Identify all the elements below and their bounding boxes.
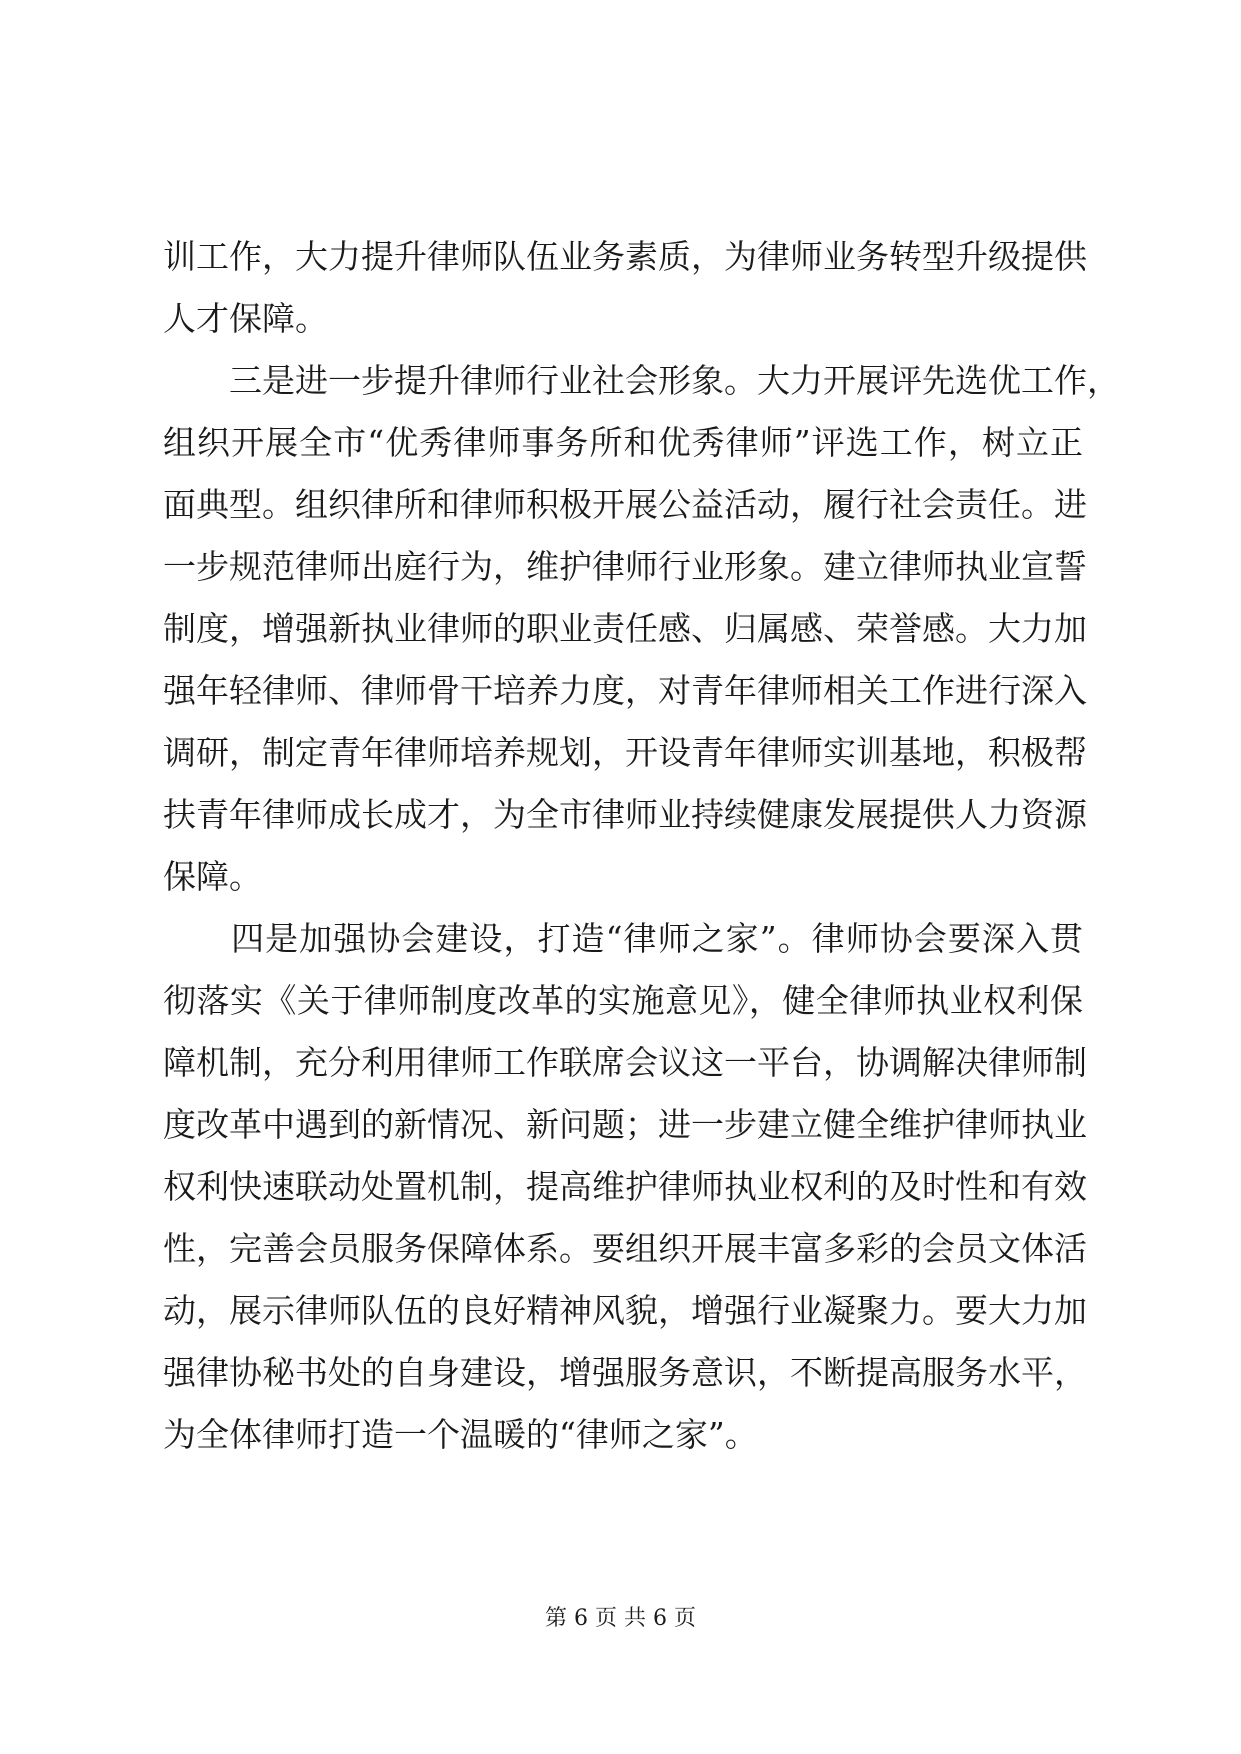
text-line: 动，展示律师队伍的良好精神风貌，增强行业凝聚力。要大力加 (163, 1291, 1087, 1330)
text-line: 性，完善会员服务保障体系。要组织开展丰富多彩的会员文体活 (163, 1229, 1087, 1268)
text-line: 保障。 (163, 857, 262, 896)
text-line: 强年轻律师、律师骨干培养力度，对青年律师相关工作进行深入 (163, 671, 1087, 710)
text-line: 一步规范律师出庭行为，维护律师行业形象。建立律师执业宣誓 (163, 547, 1087, 586)
text-line: 面典型。组织律所和律师积极开展公益活动，履行社会责任。进 (163, 485, 1087, 524)
text-line: 人才保障。 (163, 299, 328, 338)
text-line: 三是进一步提升律师行业社会形象。大力开展评先选优工作， (163, 361, 1120, 400)
text-line: 四是加强协会建设，打造“律师之家”。律师协会要深入贯 (163, 919, 1083, 958)
text-line: 度改革中遇到的新情况、新问题；进一步建立健全维护律师执业 (163, 1105, 1087, 1144)
text-line: 权利快速联动处置机制，提高维护律师执业权利的及时性和有效 (163, 1167, 1087, 1206)
text-line: 为全体律师打造一个温暖的“律师之家”。 (163, 1415, 758, 1454)
text-line: 强律协秘书处的自身建设，增强服务意识，不断提高服务水平， (163, 1353, 1087, 1392)
text-line: 制度，增强新执业律师的职业责任感、归属感、荣誉感。大力加 (163, 609, 1087, 648)
page-number-footer: 第 6 页 共 6 页 (545, 1606, 696, 1631)
text-line: 组织开展全市“优秀律师事务所和优秀律师”评选工作，树立正 (163, 423, 1083, 462)
text-line: 障机制，充分利用律师工作联席会议这一平台，协调解决律师制 (163, 1043, 1087, 1082)
text-line: 调研，制定青年律师培养规划，开设青年律师实训基地，积极帮 (163, 733, 1087, 772)
text-line: 扶青年律师成长成才，为全市律师业持续健康发展提供人力资源 (163, 795, 1087, 834)
text-line: 彻落实《关于律师制度改革的实施意见》，健全律师执业权利保 (163, 981, 1083, 1020)
body-text (163, 226, 1120, 1466)
text-line: 训工作，大力提升律师队伍业务素质，为律师业务转型升级提供 (163, 237, 1087, 276)
